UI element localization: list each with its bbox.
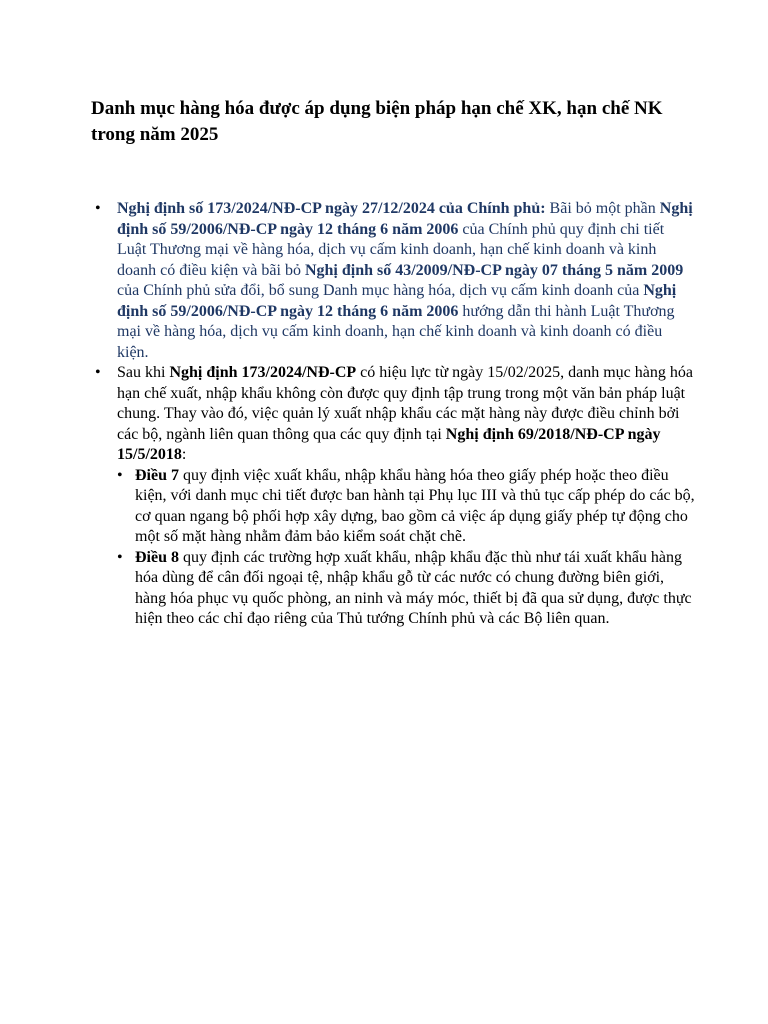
document-title: Danh mục hàng hóa được áp dụng biện pháp hạn chế XK, hạn chế NK trong năm 2025 xyxy=(91,98,663,145)
decree-173-reference: Nghị định 173/2024/NĐ-CP xyxy=(169,364,357,381)
paragraph-text: : xyxy=(181,446,187,463)
decree-59-reference[interactable]: Nghị định số 59/2006/NĐ-CP ngày 12 tháng 6 năm 2006 xyxy=(117,282,677,320)
bullet-icon: • xyxy=(117,466,123,484)
list-item xyxy=(95,363,695,630)
decree-173-paragraph xyxy=(117,200,693,361)
bullet-list xyxy=(95,199,695,630)
article-7-text: quy định việc xuất khẩu, nhập khẩu hàng hóa theo giấy phép hoặc theo điều kiện, với danh mục chi tiết được ban hành tại Phụ lục III và thủ tục cấp phép do các bộ, cơ quan ngang bộ phối hợp xây dựng, bao gồm cả việc áp dụng giấy phép tự động cho một số mặt hàng nhằm đảm bảo kiểm soát chặt chẽ. xyxy=(135,466,695,545)
paragraph-text: Sau khi xyxy=(117,364,170,381)
article-8-text: quy định các trường hợp xuất khẩu, nhập khẩu đặc thù như tái xuất khẩu hàng hóa dùng để cân đối ngoại tệ, nhập khẩu gỗ từ các nước có chung đường biên giới, hàng hóa phục vụ quốc phòng, an ninh và máy móc, thiết bị đã qua sử dụng, được thực hiện theo các chỉ đạo riêng của Thủ tướng Chính phủ và các Bộ liên quan. xyxy=(135,548,692,627)
sub-list-item xyxy=(117,548,695,630)
paragraph-text: có hiệu lực từ ngày 15/02/2025, danh mục hàng hóa hạn chế xuất, nhập khẩu không còn được quy định tập trung trong một văn bản pháp luật chung. Thay vào đó, việc quản lý xuất nhập khẩu các mặt hàng này được điều chỉnh bởi các bộ, ngành liên quan thông qua các quy định tại xyxy=(117,364,693,443)
bullet-icon: • xyxy=(95,364,101,381)
bullet-icon: • xyxy=(117,548,123,566)
article-8-label: Điều 8 xyxy=(135,548,179,566)
paragraph-text: của Chính phủ sửa đổi, bổ sung Danh mục hàng hóa, dịch vụ cấm kinh doanh của xyxy=(117,282,644,299)
decree-173-heading[interactable]: Nghị định số 173/2024/NĐ-CP ngày 27/12/2024 của Chính phủ: xyxy=(117,200,546,217)
decree-43-reference[interactable]: Nghị định số 43/2009/NĐ-CP ngày 07 tháng 5 năm 2009 xyxy=(304,261,684,279)
decree-69-reference: Nghị định 69/2018/NĐ-CP ngày 15/5/2018 xyxy=(117,425,661,463)
decree-59-reference[interactable]: Nghị định số 59/2006/NĐ-CP ngày 12 tháng 6 năm 2006 xyxy=(117,200,693,238)
list-item xyxy=(95,199,695,363)
sub-list-item xyxy=(117,466,695,548)
bullet-icon: • xyxy=(95,200,101,217)
paragraph-text: của Chính phủ quy định chi tiết Luật Thương mại về hàng hóa, dịch vụ cấm kinh doanh, hạn chế kinh doanh và kinh doanh có điều kiện và bãi bỏ xyxy=(117,220,665,279)
sub-bullet-list xyxy=(117,466,695,630)
paragraph-text: hướng dẫn thi hành Luật Thương mại về hàng hóa, dịch vụ cấm kinh doanh, hạn chế kinh doanh và kinh doanh có điều kiện. xyxy=(117,302,675,361)
paragraph-text: Bãi bỏ một phần xyxy=(545,200,660,217)
article-7-label: Điều 7 xyxy=(135,466,179,484)
